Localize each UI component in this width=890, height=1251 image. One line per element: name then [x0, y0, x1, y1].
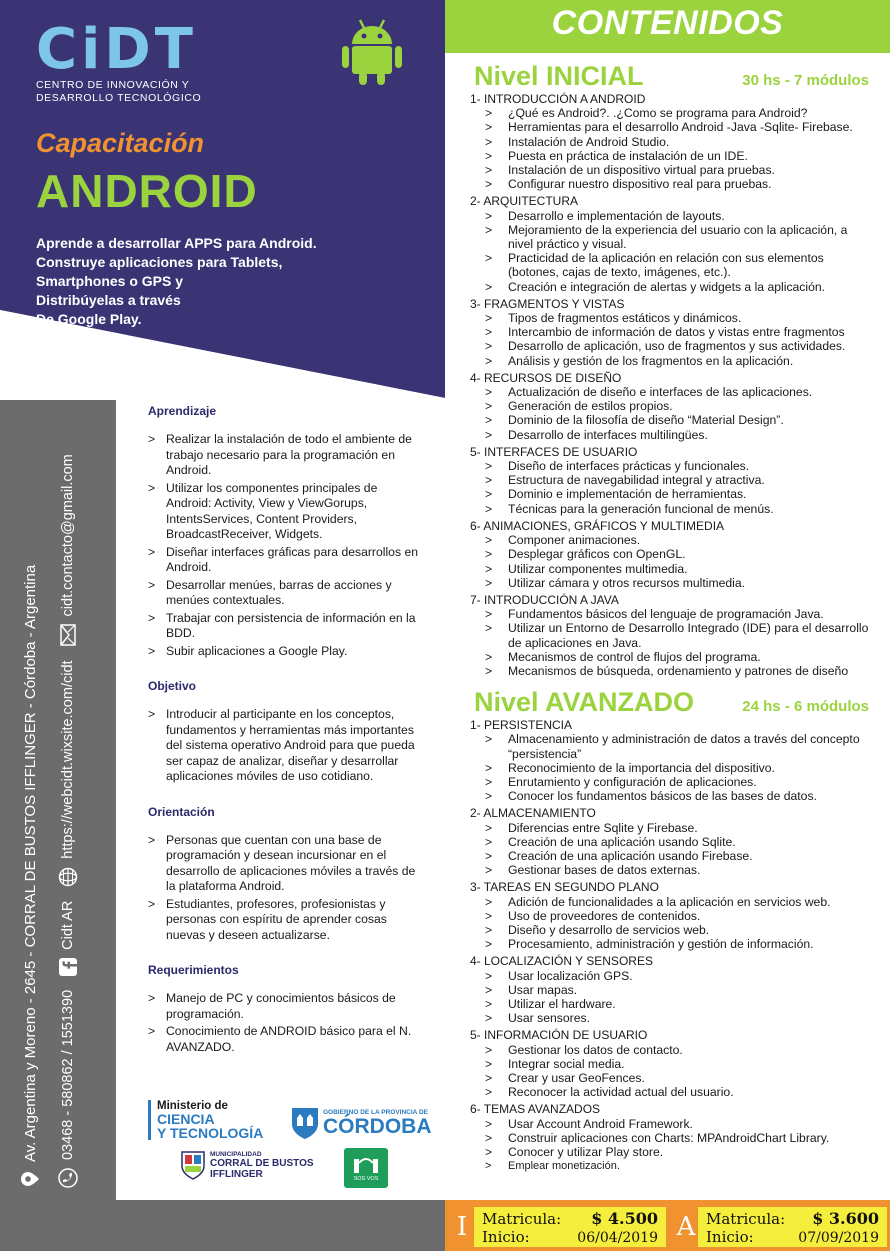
- topic-items: [470, 607, 875, 678]
- topic-item: > Componer animaciones.: [470, 533, 875, 547]
- topic-item: > Desarrollo de aplicación, uso de fragmentos y sus actividades.: [470, 339, 875, 353]
- topic-item: > Construir aplicaciones con Charts: MPAndroidChart Library.: [470, 1131, 875, 1145]
- topic-item: > Estructura de navegabilidad integral y atractiva.: [470, 473, 875, 487]
- topic-title: 5- INFORMACIÓN DE USUARIO: [470, 1028, 648, 1043]
- list-item: > Estudiantes, profesores, profesionistas y personas con espíritu de aprender cosas nuevas y deseen actualizarse.: [148, 897, 420, 944]
- topic-title: 1- PERSISTENCIA: [470, 718, 573, 733]
- level-letter: I: [450, 1207, 474, 1247]
- header-panel: [0, 0, 445, 400]
- matricula-label: Matricula:: [482, 1210, 562, 1228]
- mail-icon: [60, 624, 76, 646]
- topic-item: > Fundamentos básicos del lenguaje de programación Java.: [470, 607, 875, 621]
- email-text[interactable]: cidt.contacto@gmail.com: [60, 454, 76, 617]
- cidt-logo: [36, 17, 246, 104]
- topic: [470, 806, 875, 877]
- level-header: [474, 686, 875, 718]
- list-item: > Desarrollar menúes, barras de acciones y menúes contextuales.: [148, 578, 420, 609]
- topic-item: > Creación e integración de alertas y widgets a la aplicación.: [470, 280, 875, 294]
- topic-items: [470, 385, 875, 442]
- topic-item: > Enrutamiento y configuración de aplicaciones.: [470, 775, 875, 789]
- list-item: > Introducir al participante en los conceptos, fundamentos y herramientas más importantes del sistema operativo Android para que pueda ser capaz de analizar, diseñar y desarrollar aplicaciones móviles de uso cotidiano.: [148, 707, 420, 785]
- address-line: [20, 565, 40, 1188]
- topic-title: 7- INTRODUCCIÓN A JAVA: [470, 592, 619, 607]
- price-row: [482, 1209, 658, 1228]
- topic-item: > Emplear monetización.: [470, 1159, 875, 1173]
- section-title: Objetivo: [148, 679, 197, 693]
- bullet-list: [148, 707, 420, 785]
- gobierno-cordoba-logo: [290, 1106, 432, 1140]
- topic: [470, 880, 875, 951]
- topic-items: [470, 821, 875, 878]
- topic-item: > Crear y usar GeoFences.: [470, 1071, 875, 1085]
- topic-item: > Desarrollo de interfaces multilingües.: [470, 428, 875, 442]
- section-title: Aprendizaje: [148, 404, 217, 418]
- price-details: [698, 1207, 887, 1247]
- topic-item: > Usar sensores.: [470, 1011, 875, 1025]
- topic-item: > Instalación de Android Studio.: [470, 135, 875, 149]
- topic-item: > Instalación de un dispositivo virtual para pruebas.: [470, 163, 875, 177]
- topic-title: 3- FRAGMENTOS Y VISTAS: [470, 296, 625, 311]
- topic-title: 6- TEMAS AVANZADOS: [470, 1102, 601, 1117]
- bullet-list: [148, 991, 420, 1055]
- intro-line: De Google Play.: [36, 311, 142, 327]
- cordoba-shield-icon: [290, 1106, 320, 1140]
- topic: [470, 954, 875, 1025]
- android-robot-icon: [340, 16, 404, 86]
- topic-item: > Mejoramiento de la experiencia del usuario con la aplicación, a nivel práctico y visual.: [470, 223, 875, 251]
- topic: [470, 445, 875, 516]
- price-row: [706, 1209, 879, 1228]
- topic-item: > Procesamiento, administración y gestión de información.: [470, 937, 875, 951]
- topic-item: > Diseño y desarrollo de servicios web.: [470, 923, 875, 937]
- sos-vos-badge: [344, 1148, 388, 1188]
- date-row: [482, 1228, 658, 1246]
- course-name: ANDROID: [36, 165, 258, 217]
- topic-item: > Uso de proveedores de contenidos.: [470, 909, 875, 923]
- topic-title: 2- ARQUITECTURA: [470, 194, 579, 209]
- topic-items: [470, 969, 875, 1026]
- contents-title: CONTENIDOS: [551, 4, 784, 42]
- topic-items: [470, 1117, 875, 1174]
- topic-item: > Configurar nuestro dispositivo real para pruebas.: [470, 177, 875, 191]
- topic-items: [470, 533, 875, 590]
- topic: [470, 718, 875, 803]
- logo-subtitle-1: CENTRO DE INNOVACIÓN Y: [36, 79, 190, 91]
- topic-title: 1- INTRODUCCIÓN A ANDROID: [470, 92, 646, 106]
- logo-word: CiDT: [36, 17, 197, 82]
- topic-item: > Mecanismos de control de flujos del programa.: [470, 650, 875, 664]
- course-info: [148, 404, 420, 1075]
- price-box-avanzado: [674, 1207, 887, 1247]
- topic-item: > ¿Qué es Android?. .¿Como se programa para Android?: [470, 106, 875, 120]
- topic-items: [470, 895, 875, 952]
- topic: [470, 1028, 875, 1099]
- topic-items: [470, 209, 875, 294]
- topic-item: > Gestionar los datos de contacto.: [470, 1043, 875, 1057]
- topic: [470, 194, 875, 293]
- gobierno-line-1: GOBIERNO DE LA PROVINCIA DE: [323, 1108, 428, 1116]
- list-item: > Diseñar interfaces gráficas para desarrollos en Android.: [148, 545, 420, 576]
- muni-line-3: IFFLINGER: [210, 1168, 263, 1180]
- topic-item: > Desarrollo e implementación de layouts.: [470, 209, 875, 223]
- topic: [470, 519, 875, 590]
- price-box-inicial: [450, 1207, 666, 1247]
- topic-item: > Generación de estilos propios.: [470, 399, 875, 413]
- topic-item: > Utilizar el hardware.: [470, 997, 875, 1011]
- topic-item: > Utilizar un Entorno de Desarrollo Integrado (IDE) para el desarrollo de aplicaciones en Java.: [470, 621, 875, 649]
- inicio-label: Inicio:: [482, 1228, 530, 1246]
- topic-item: > Usar localización GPS.: [470, 969, 875, 983]
- inicio-label: Inicio:: [706, 1228, 754, 1246]
- topic-item: > Almacenamiento y administración de datos a través del concepto “persistencia”: [470, 732, 875, 760]
- ministerio-line-1: Ministerio de: [157, 1100, 228, 1112]
- list-item: > Utilizar los componentes principales de Android: Activity, View y ViewGorups, IntentsServices, Content Providers, BroadcastReceiver, Widgets.: [148, 481, 420, 543]
- topic-title: 4- LOCALIZACIÓN Y SENSORES: [470, 954, 653, 969]
- gobierno-line-2: CÓRDOBA: [323, 1114, 432, 1138]
- city-gate-icon: [351, 1153, 381, 1173]
- intro-line: Smartphones o GPS y: [36, 273, 184, 289]
- topic-item: > Creación de una aplicación usando Sqlite.: [470, 835, 875, 849]
- sponsor-logos: [148, 1100, 438, 1200]
- level-duration: 30 hs - 7 módulos: [742, 72, 869, 89]
- topic-item: > Conocer los fundamentos básicos de las bases de datos.: [470, 789, 875, 803]
- topic-item: > Reconocer la actividad actual del usuario.: [470, 1085, 875, 1099]
- matricula-value: $ 3.600: [812, 1209, 879, 1228]
- footer-left: [0, 1200, 445, 1251]
- topic-items: [470, 106, 875, 191]
- contents-body: [470, 60, 875, 1173]
- topic-item: > Diferencias entre Sqlite y Firebase.: [470, 821, 875, 835]
- contact-details-line: [58, 454, 78, 1188]
- list-item: > Trabajar con persistencia de información en la BDD.: [148, 611, 420, 642]
- municipal-crest-icon: [180, 1150, 206, 1180]
- logo-subtitle-2: DESARROLLO TECNOLÓGICO: [36, 92, 202, 104]
- badge-text: SOS VOS: [353, 1176, 379, 1182]
- topic-item: > Creación de una aplicación usando Firebase.: [470, 849, 875, 863]
- ministerio-line-2: CIENCIA: [157, 1111, 215, 1127]
- topic-item: > Dominio de la filosofía de diseño “Material Design”.: [470, 413, 875, 427]
- facebook-text[interactable]: Cidt AR: [60, 900, 76, 950]
- topic-title: 3- TAREAS EN SEGUNDO PLANO: [470, 880, 659, 895]
- muni-line-2: CORRAL DE BUSTOS: [210, 1157, 314, 1169]
- globe-icon: [58, 867, 78, 887]
- topic-items: [470, 311, 875, 368]
- topic-item: > Herramientas para el desarrollo Android -Java -Sqlite- Firebase.: [470, 120, 875, 134]
- municipalidad-logo: [180, 1150, 314, 1180]
- phone-icon: [58, 1168, 78, 1188]
- topic-title: 6- ANIMACIONES, GRÁFICOS Y MULTIMEDIA: [470, 518, 725, 533]
- intro-line: Construye aplicaciones para Tablets,: [36, 254, 283, 270]
- topic-item: > Diseño de interfaces prácticas y funcionales.: [470, 459, 875, 473]
- date-row: [706, 1228, 879, 1246]
- location-pin-icon: [20, 1170, 40, 1188]
- topic-item: > Adición de funcionalidades a la aplicación en servicios web.: [470, 895, 875, 909]
- intro-line: Distribúyelas a través: [36, 292, 181, 308]
- topic-item: > Intercambio de información de datos y vistas entre fragmentos: [470, 325, 875, 339]
- level-name: Nivel INICIAL: [474, 61, 644, 91]
- topic-item: > Análisis y gestión de los fragmentos en la aplicación.: [470, 354, 875, 368]
- intro-text: [36, 234, 366, 329]
- topic: [470, 371, 875, 442]
- topic-item: > Practicidad de la aplicación en relación con sus elementos (botones, cajas de texto, imágenes, etc.).: [470, 251, 875, 279]
- topic-item: > Puesta en práctica de instalación de un IDE.: [470, 149, 875, 163]
- topic-items: [470, 1043, 875, 1100]
- level-name: Nivel AVANZADO: [474, 687, 695, 718]
- level-letter: A: [674, 1207, 698, 1247]
- topic-item: > Conocer y utilizar Play store.: [470, 1145, 875, 1159]
- muni-line-1: MUNICIPALIDAD: [210, 1150, 262, 1158]
- topic: [470, 297, 875, 368]
- contents-header: [445, 0, 890, 53]
- level-duration: 24 hs - 6 módulos: [742, 698, 869, 716]
- list-item: > Realizar la instalación de todo el ambiente de trabajo necesario para la programación en Android.: [148, 432, 420, 479]
- bullet-list: [148, 833, 420, 944]
- contact-strip-rotated: [0, 400, 116, 1200]
- section-title: Requerimientos: [148, 963, 239, 977]
- topic-items: [470, 732, 875, 803]
- section-orientacion: [148, 805, 420, 944]
- course-kind: Capacitación: [36, 128, 205, 158]
- website-text[interactable]: https://webcidt.wixsite.com/cidt: [60, 660, 76, 859]
- inicio-value: 07/09/2019: [798, 1230, 879, 1246]
- topic-item: > Actualización de diseño e interfaces de las aplicaciones.: [470, 385, 875, 399]
- contact-strip: [0, 400, 116, 1200]
- topic-item: > Utilizar cámara y otros recursos multimedia.: [470, 576, 875, 590]
- topic-title: 5- INTERFACES DE USUARIO: [470, 444, 638, 459]
- level-header: [474, 60, 875, 92]
- topic-item: > Dominio e implementación de herramientas.: [470, 487, 875, 501]
- phone-text[interactable]: 03468 - 580862 / 1551390: [60, 989, 76, 1160]
- topic-item: > Utilizar componentes multimedia.: [470, 562, 875, 576]
- list-item: > Subir aplicaciones a Google Play.: [148, 644, 420, 660]
- section-requerimientos: [148, 963, 420, 1055]
- topic-item: > Mecanismos de búsqueda, ordenamiento y patrones de diseño: [470, 664, 875, 678]
- topic-item: > Integrar social media.: [470, 1057, 875, 1071]
- list-item: > Manejo de PC y conocimientos básicos de programación.: [148, 991, 420, 1022]
- list-item: > Personas que cuentan con una base de programación y desean incursionar en el desarrollo de aplicaciones móviles a través de la plataforma Android.: [148, 833, 420, 895]
- topic: [470, 593, 875, 678]
- topic: [470, 92, 875, 191]
- address-text: Av. Argentina y Moreno - 2645 - CORRAL DE BUSTOS IFFLINGER - Córdoba - Argentina: [21, 564, 39, 1162]
- topic-item: > Usar Account Android Framework.: [470, 1117, 875, 1131]
- ministerio-line-3: Y TECNOLOGÍA: [157, 1125, 264, 1141]
- inicio-value: 06/04/2019: [577, 1230, 658, 1246]
- topic-items: [470, 459, 875, 516]
- intro-line: Aprende a desarrollar APPS para Android.: [36, 235, 317, 251]
- price-details: [474, 1207, 666, 1247]
- facebook-icon: [59, 958, 77, 976]
- topic-item: > Usar mapas.: [470, 983, 875, 997]
- topic-title: 2- ALMACENAMIENTO: [470, 806, 596, 821]
- topic: [470, 1102, 875, 1173]
- ministerio-logo: [148, 1100, 263, 1140]
- section-aprendizaje: [148, 404, 420, 659]
- topic-item: > Gestionar bases de datos externas.: [470, 863, 875, 877]
- topic-title: 4- RECURSOS DE DISEÑO: [470, 370, 622, 385]
- section-title: Orientación: [148, 804, 215, 819]
- list-item: > Conocimiento de ANDROID básico para el N. AVANZADO.: [148, 1024, 420, 1055]
- topic-item: > Tipos de fragmentos estáticos y dinámicos.: [470, 311, 875, 325]
- matricula-label: Matricula:: [706, 1210, 786, 1228]
- section-objetivo: [148, 679, 420, 785]
- bullet-list: [148, 432, 420, 659]
- matricula-value: $ 4.500: [591, 1209, 658, 1228]
- topic-item: > Técnicas para la generación funcional de menús.: [470, 502, 875, 516]
- topic-item: > Desplegar gráficos con OpenGL.: [470, 547, 875, 561]
- topic-item: > Reconocimiento de la importancia del dispositivo.: [470, 761, 875, 775]
